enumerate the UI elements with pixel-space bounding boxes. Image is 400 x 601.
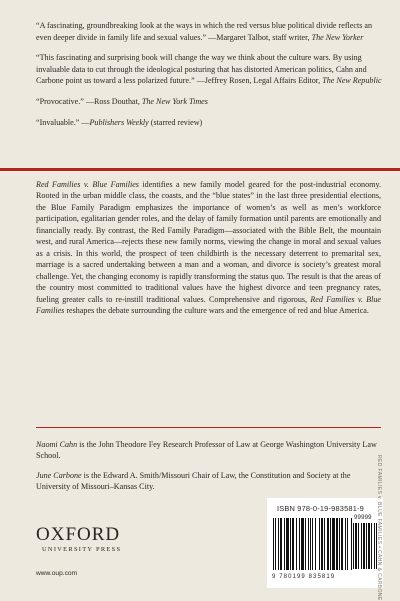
blurb-talbot: “A fascinating, groundbreaking look at the ways in which the red versus blue political divide reflects an even deeper divide in family life and sexual values.” —Margaret Talbot, staff writer, The New Yorker [36, 21, 373, 42]
author-name: Naomi Cahn [36, 440, 78, 449]
book-title-italic: Red Families v. Blue Families [36, 294, 382, 315]
author-bio-cahn: Naomi Cahn is the John Theodore Fey Research Professor of Law at George Washington University Law School. [36, 440, 377, 461]
barcode-digits: 9 780199 835819 [272, 574, 336, 580]
divider-rule-middle [36, 427, 381, 428]
publisher-subtitle: UNIVERSITY PRESS [42, 546, 122, 553]
praise-blurbs [36, 20, 386, 137]
price-code: 99999 [354, 515, 372, 521]
blurb-source: Publishers Weekly [89, 117, 149, 127]
spine-edge-text: RED FAMILIES v. BLUE FAMILIES • CAHN & CARBONE [376, 455, 382, 601]
oxford-logo [36, 525, 126, 554]
author-bio-carbone: June Carbone is the Edward A. Smith/Missouri Chair of Law, the Constitution and Society at the University of Missouri–Kansas City. [36, 471, 351, 492]
isbn-label: ISBN 978-0-19-983581-9 [277, 504, 364, 513]
blurb-publishers-weekly: “Invaluable.” —Publishers Weekly (starred review) [36, 117, 203, 127]
barcode-panel [267, 498, 383, 588]
author-name: June Carbone [36, 471, 82, 480]
blurb-source: The New Republic [322, 76, 382, 86]
barcode-icon [273, 518, 353, 572]
publisher-name: OXFORD [36, 524, 121, 545]
blurb-source: The New York Times [141, 96, 208, 106]
book-title-italic: Red Families v. Blue Families [36, 180, 139, 189]
publisher-url: www.oup.com [36, 570, 78, 577]
blurb-douthat: “Provocative.” —Ross Douthat, The New York Times [36, 96, 208, 106]
divider-rule-top [0, 168, 400, 171]
book-description: Red Families v. Blue Families identifies a new family model geared for the post-industrial economy. Rooted in the urban middle class, the coasts, and the “blue states” in the last three presidential elections, the Blue Family Paradigm emphasizes the importance of women’s as well as men’s workforce participation, egalitarian gender roles, and the delay of family formation until parents are emotionally and financially ready. By contrast, the Red Family Paradigm—associated with the Bible Belt, the mountain west, and rural America—rejects these new family norms, viewing the change in moral and sexual values as a crisis. In this world, the prospect of teen childbirth is the necessary deterrent to premarital sex, marriage is a sacred undertaking between a man and a woman, and divorce is society’s greatest moral challenge. Yet, the changing economy is rapidly transforming the status quo. The result is that the areas of the country most committed to traditional values have the highest divorce and teen pregnancy rates, fueling greater calls to re-instill traditional values. Comprehensive and rigorous, Red Families v. Blue Families reshapes the debate surrounding the culture wars and the emergence of red and blue America. [36, 180, 382, 315]
blurb-rosen: “This fascinating and surprising book will change the way we think about the culture wars. By using invaluable data to cut through the ideological posturing that has distorted American politics, Cahn and Carbone point us toward a less polarized future.” —Jeffrey Rosen, Legal Affairs Editor, The New Republic [36, 53, 382, 86]
blurb-source: The New Yorker [311, 32, 364, 42]
